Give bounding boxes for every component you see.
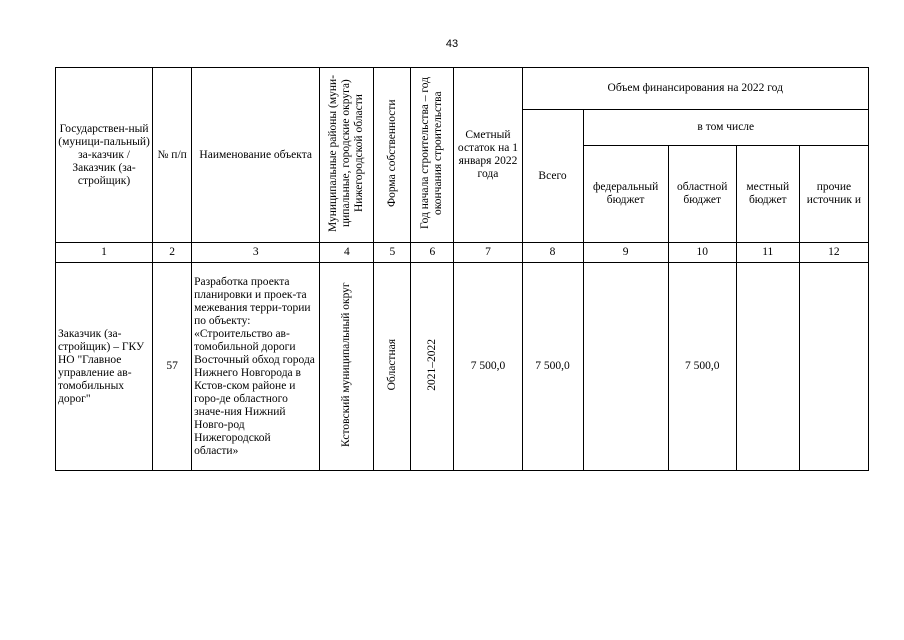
column-number: 4 <box>320 243 374 263</box>
row-other <box>799 263 868 471</box>
row-years-cell <box>411 263 454 471</box>
column-number: 3 <box>192 243 320 263</box>
row-local <box>736 263 799 471</box>
header-municipal-cell <box>320 68 374 243</box>
page-number: 43 <box>445 38 459 50</box>
table-row <box>56 263 869 471</box>
column-number: 5 <box>374 243 411 263</box>
header-years-cell <box>411 68 454 243</box>
column-number: 12 <box>799 243 868 263</box>
header-customer: Государствен-ный (муници-пальный) за-казчик / Заказчик (за-стройщик) <box>56 68 153 243</box>
header-name: Наименование объекта <box>192 68 320 243</box>
header-years: Год начала строительства – год окончания строительства <box>419 76 445 230</box>
column-number: 8 <box>522 243 583 263</box>
header-federal: федеральный бюджет <box>583 146 668 243</box>
row-regional: 7 500,0 <box>668 263 736 471</box>
column-number: 6 <box>411 243 454 263</box>
header-other: прочие источник и <box>799 146 868 243</box>
row-balance: 7 500,0 <box>454 263 522 471</box>
row-ownership-cell <box>374 263 411 471</box>
column-number: 1 <box>56 243 153 263</box>
header-ownership-cell <box>374 68 411 243</box>
row-num: 57 <box>153 263 192 471</box>
row-federal <box>583 263 668 471</box>
column-number: 10 <box>668 243 736 263</box>
header-municipal: Муниципальные районы (муни-ципальные, городские округа) Нижегородской области <box>327 74 366 232</box>
header-total: Всего <box>522 110 583 243</box>
row-municipal-cell <box>320 263 374 471</box>
row-municipal: Кстовский муниципальный округ <box>340 282 353 447</box>
header-including: в том числе <box>583 110 868 146</box>
row-customer: Заказчик (за-стройщик) – ГКУ НО "Главное управление ав-томобильных дорог" <box>56 263 153 471</box>
header-ownership: Форма собственности <box>385 99 398 207</box>
row-ownership: Областная <box>385 338 398 391</box>
header-local: местный бюджет <box>736 146 799 243</box>
header-balance: Сметный остаток на 1 января 2022 года <box>454 68 522 243</box>
column-number: 11 <box>736 243 799 263</box>
header-regional: областной бюджет <box>668 146 736 243</box>
header-num: № п/п <box>153 68 192 243</box>
financing-table <box>55 67 869 471</box>
row-years: 2021–2022 <box>425 338 438 391</box>
column-number: 2 <box>153 243 192 263</box>
column-number: 7 <box>454 243 522 263</box>
row-total: 7 500,0 <box>522 263 583 471</box>
row-name: Разработка проекта планировки и проек-та межевания терри-тории по объекту: «Строительство ав-томобильной дороги Восточный обход города Нижнего Новгорода в Кстов-ском районе и горо-де областного значе-ния Нижний Новго-род Нижегородской области» <box>192 263 320 471</box>
column-number: 9 <box>583 243 668 263</box>
column-number-row <box>56 243 869 263</box>
header-financing: Объем финансирования на 2022 год <box>522 68 869 110</box>
